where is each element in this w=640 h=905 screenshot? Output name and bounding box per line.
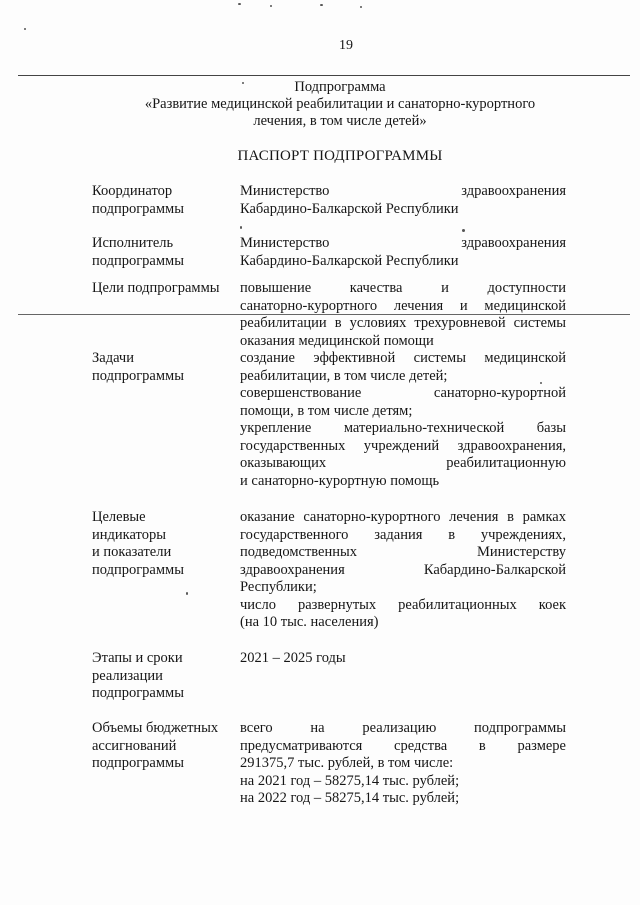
row-label [92, 720, 234, 773]
scan-speck [24, 28, 26, 30]
label-line: подпрограммы [92, 685, 184, 701]
top-rule [18, 75, 630, 76]
value-line: оказания медицинской помощи [240, 332, 434, 349]
value-line: санаторно-курортного лечения и медицинской [240, 297, 566, 314]
row-value [240, 350, 566, 490]
value-line: на 2022 год – 58275,14 тыс. рублей; [240, 790, 460, 806]
value-line: на 2021 год – 58275,14 тыс. рублей; [240, 772, 460, 789]
row-label [92, 235, 234, 270]
value-line: совершенствование санаторно-курортной [240, 385, 566, 401]
row-label [92, 183, 234, 218]
scan-speck [242, 82, 244, 84]
scan-speck [238, 3, 241, 5]
value-line: оказание санаторно-курортного лечения в рамках [240, 509, 566, 525]
value-line: помощи, в том числе детям; [240, 402, 413, 419]
value-line: 291375,7 тыс. рублей, в том числе: [240, 755, 454, 771]
label-line: ассигнований [92, 737, 177, 754]
scan-speck [270, 5, 272, 7]
header-line-1: Подпрограмма [294, 79, 386, 95]
value-line: 2021 – 2025 годы [240, 650, 346, 666]
value-line: подведомственных Министерству [240, 544, 566, 560]
label-line: Координатор [92, 183, 173, 199]
value-line: государственного задания в учреждениях, [240, 526, 566, 543]
value-line: реабилитации, в том числе детей; [240, 367, 448, 384]
label-line: Цели подпрограммы [92, 280, 220, 296]
row-label [92, 650, 234, 703]
label-line: подпрограммы [92, 252, 184, 269]
row-label [92, 509, 234, 579]
scan-speck [240, 226, 242, 229]
row-value [240, 650, 566, 668]
scan-speck [320, 4, 323, 6]
label-line: индикаторы [92, 526, 166, 543]
row-value [240, 280, 566, 350]
label-line: и показатели [92, 544, 172, 560]
scan-speck [462, 229, 465, 232]
value-line: здравоохранения Кабардино-Балкарской [240, 561, 566, 578]
row-value [240, 720, 566, 808]
value-line: Министерство здравоохранения [240, 183, 566, 199]
passport-title: ПАСПОРТ ПОДПРОГРАММЫ [237, 148, 443, 164]
value-line: Кабардино-Балкарской Республики [240, 252, 459, 269]
label-line: Задачи [92, 350, 134, 366]
scan-speck [540, 382, 542, 384]
label-line: Объемы бюджетных [92, 720, 219, 736]
label-line: реализации [92, 667, 163, 684]
label-line: подпрограммы [92, 755, 184, 771]
value-line: укрепление материально-технической базы [240, 420, 566, 436]
value-line: Министерство здравоохранения [240, 235, 566, 251]
value-line: реабилитации в условиях трехуровневой системы [240, 315, 566, 331]
value-line: создание эффективной системы медицинской [240, 350, 566, 366]
row-value [240, 235, 566, 270]
subprogram-header [130, 79, 550, 130]
header-line-2: «Развитие медицинской реабилитации и санаторно-курортного [144, 96, 536, 112]
value-line: повышение качества и доступности [240, 280, 566, 296]
value-line: и санаторно-курортную помощь [240, 472, 440, 489]
value-line: государственных учреждений здравоохранения, [240, 437, 566, 454]
row-value [240, 183, 566, 218]
label-line: Исполнитель [92, 235, 174, 251]
label-line: подпрограммы [92, 367, 184, 384]
value-line: число развернутых реабилитационных коек [240, 596, 566, 613]
label-line: подпрограммы [92, 200, 184, 217]
label-line: Целевые [92, 509, 146, 525]
label-line: Этапы и сроки [92, 650, 183, 666]
value-line: всего на реализацию подпрограммы [240, 720, 566, 736]
value-line: (на 10 тыс. населения) [240, 614, 379, 630]
value-line: оказывающих реабилитационную [240, 455, 566, 471]
row-label [92, 280, 234, 298]
label-line: подпрограммы [92, 561, 184, 578]
scan-speck [360, 6, 362, 8]
row-label [92, 350, 234, 385]
value-line: Республики; [240, 579, 317, 595]
scan-speck [186, 592, 188, 595]
value-line: Кабардино-Балкарской Республики [240, 200, 459, 217]
value-line: предусматриваются средства в размере [240, 737, 566, 754]
row-value [240, 509, 566, 632]
page-number: 19 [339, 38, 353, 53]
header-line-3: лечения, в том числе детей» [253, 113, 427, 129]
